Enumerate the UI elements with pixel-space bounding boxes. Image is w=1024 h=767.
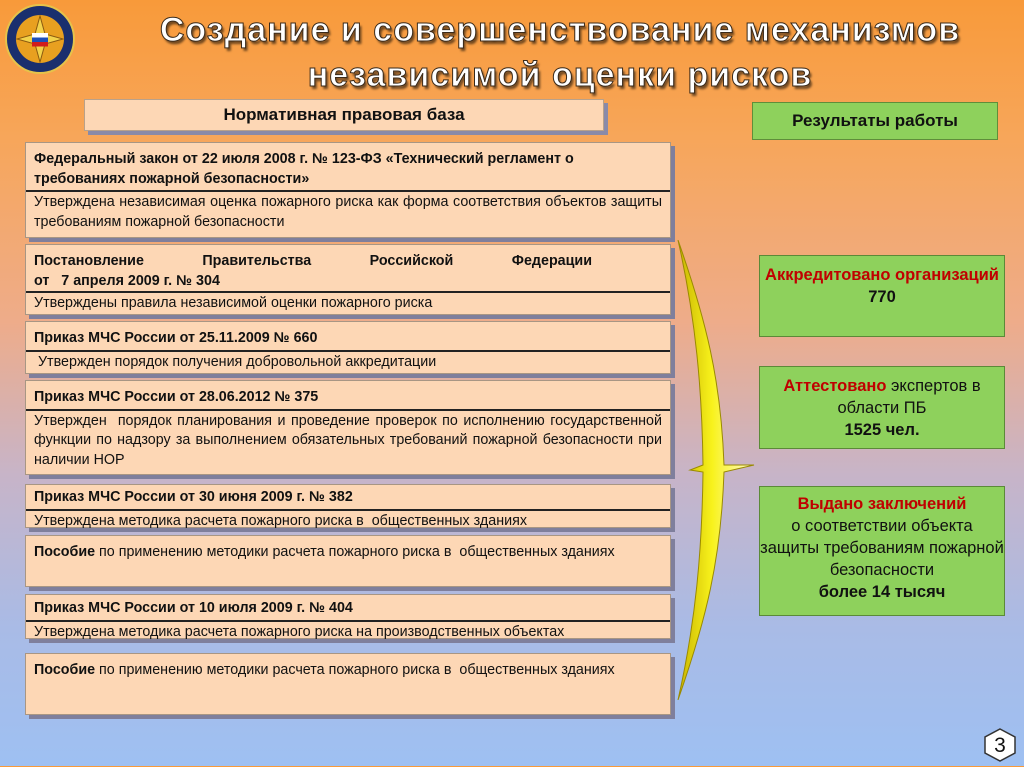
- document-title: Приказ МЧС России от 25.11.2009 № 660: [26, 322, 670, 352]
- result-card-3: [759, 486, 1005, 616]
- document-title: [26, 245, 670, 293]
- manual-label: Пособие: [34, 544, 96, 560]
- document-title-line-2: от 7 апреля 2009 г. № 304: [34, 272, 220, 289]
- title-line-2: независимой оценки рисков: [307, 56, 813, 94]
- results-header: Результаты работы: [752, 102, 998, 140]
- document-card-3: [25, 321, 671, 374]
- result-value: 770: [868, 288, 896, 306]
- document-card-4: [25, 380, 671, 475]
- document-description: Утверждена независимая оценка пожарного риска как форма соответствия объектов защиты требованиям пожарной безопасности: [34, 194, 662, 230]
- result-value: более 14 тысяч: [818, 583, 946, 601]
- page-number-badge: [983, 728, 1017, 762]
- result-label: Аккредитовано организаций: [765, 266, 999, 284]
- yellow-arrow-icon: [676, 240, 756, 700]
- document-title: Приказ МЧС России от 10 июля 2009 г. № 404: [26, 595, 670, 622]
- result-card-1: [759, 255, 1005, 337]
- document-description: Утверждены правила независимой оценки пожарного риска: [34, 295, 433, 311]
- result-label-red: Аттестовано: [783, 377, 887, 395]
- manual-text: по применению методики расчета пожарного риска в общественных зданиях: [95, 544, 615, 560]
- document-title: Приказ МЧС России от 30 июня 2009 г. № 382: [26, 485, 670, 511]
- result-label-text: экспертов в области ПБ: [837, 377, 986, 417]
- document-title-line-1: Постановление Правительства Российской Федерации: [34, 253, 592, 269]
- document-card-5: [25, 484, 671, 528]
- result-label: [760, 375, 1004, 419]
- document-card-1: [25, 142, 671, 238]
- document-description: Утверждена методика расчета пожарного риска на производственных объектах: [34, 623, 565, 640]
- result-description: о соответствии объекта защиты требованиям пожарной безопасности: [760, 517, 1004, 579]
- document-card-8: [25, 653, 671, 715]
- document-description: Утверждена методика расчета пожарного риска в общественных зданиях: [34, 512, 527, 529]
- legal-basis-header: Нормативная правовая база: [84, 99, 604, 131]
- result-label: Выдано заключений: [797, 495, 967, 513]
- mchs-emblem-icon: [4, 3, 76, 75]
- document-title: Федеральный закон от 22 июля 2008 г. № 123-ФЗ «Технический регламент о требованиях пожарной безопасности»: [26, 143, 670, 192]
- document-card-2: [25, 244, 671, 315]
- document-description: Утвержден порядок получения добровольной аккредитации: [34, 353, 437, 370]
- slide-title: [120, 8, 1000, 98]
- document-card-6: [25, 535, 671, 587]
- manual-text: по применению методики расчета пожарного риска в общественных зданиях: [95, 662, 615, 678]
- document-title: Приказ МЧС России от 28.06.2012 № 375: [26, 381, 670, 411]
- result-card-2: [759, 366, 1005, 449]
- title-line-1: Создание и совершенствование механизмов: [159, 11, 961, 49]
- page-number: 3: [994, 734, 1006, 757]
- document-description: Утвержден порядок планирования и проведение проверок по исполнению государственной функции по надзору за выполнением обязательных требований пожарной безопасности при наличии НОР: [34, 412, 666, 468]
- result-value: 1525 чел.: [844, 421, 920, 439]
- manual-label: Пособие: [34, 662, 96, 678]
- mchs-logo: [4, 3, 76, 75]
- document-card-7: [25, 594, 671, 639]
